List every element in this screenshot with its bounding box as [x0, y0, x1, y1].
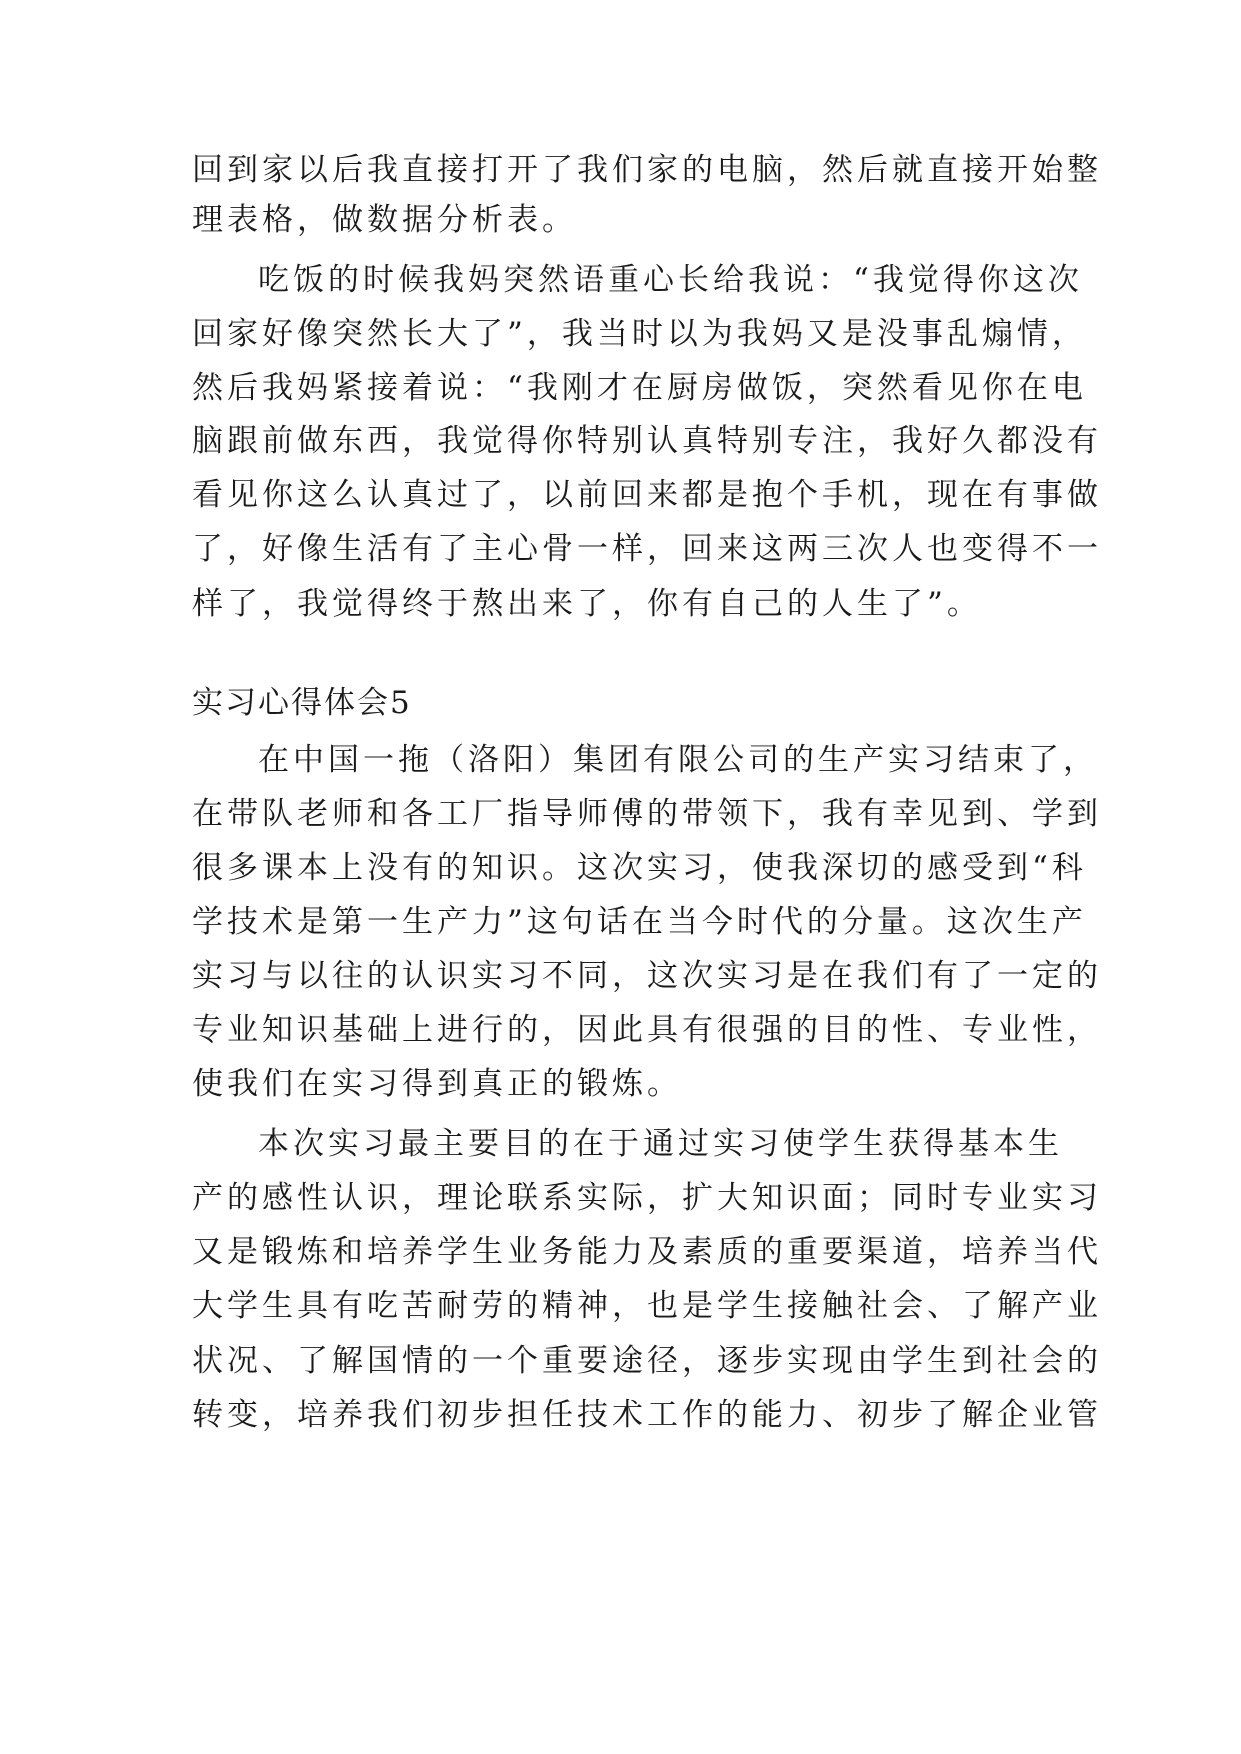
text-line: 脑跟前做东西，我觉得你特别认真特别专注，我好久都没有 — [192, 423, 1102, 459]
text-line: 很多课本上没有的知识。这次实习，使我深切的感受到“科 — [192, 850, 1087, 886]
text-line: 然后我妈紧接着说：“我刚才在厨房做饭，突然看见你在电 — [192, 370, 1087, 406]
text-line: 了，好像生活有了主心骨一样，回来这两三次人也变得不一 — [192, 531, 1102, 567]
text-line: 吃饭的时候我妈突然语重心长给我说：“我觉得你这次 — [258, 262, 1083, 298]
text-line: 理表格，做数据分析表。 — [192, 202, 577, 238]
text-line: 回到家以后我直接打开了我们家的电脑，然后就直接开始整 — [192, 152, 1102, 188]
text-line: 实习与以往的认识实习不同，这次实习是在我们有了一定的 — [192, 958, 1102, 994]
text-line: 使我们在实习得到真正的锻炼。 — [192, 1066, 682, 1102]
text-line: 看见你这么认真过了，以前回来都是抱个手机，现在有事做 — [192, 477, 1102, 513]
text-line: 回家好像突然长大了”，我当时以为我妈又是没事乱煽情， — [192, 316, 1087, 352]
section-heading: 实习心得体会5 — [192, 685, 412, 721]
text-line: 大学生具有吃苦耐劳的精神，也是学生接触社会、了解产业 — [192, 1288, 1102, 1324]
text-line: 样了，我觉得终于熬出来了，你有自己的人生了”。 — [192, 586, 982, 622]
text-line: 学技术是第一生产力”这句话在当今时代的分量。这次生产 — [192, 904, 1087, 940]
text-line: 转变，培养我们初步担任技术工作的能力、初步了解企业管 — [192, 1397, 1102, 1433]
text-line: 在中国一拖（洛阳）集团有限公司的生产实习结束了， — [258, 742, 1098, 778]
text-line: 又是锻炼和培养学生业务能力及素质的重要渠道，培养当代 — [192, 1234, 1102, 1270]
text-line: 在带队老师和各工厂指导师傅的带领下，我有幸见到、学到 — [192, 796, 1102, 832]
text-line: 产的感性认识，理论联系实际，扩大知识面；同时专业实习 — [192, 1180, 1102, 1216]
text-line: 专业知识基础上进行的，因此具有很强的目的性、专业性， — [192, 1012, 1102, 1048]
text-line: 状况、了解国情的一个重要途径，逐步实现由学生到社会的 — [192, 1343, 1102, 1379]
text-line: 本次实习最主要目的在于通过实习使学生获得基本生 — [258, 1126, 1063, 1162]
